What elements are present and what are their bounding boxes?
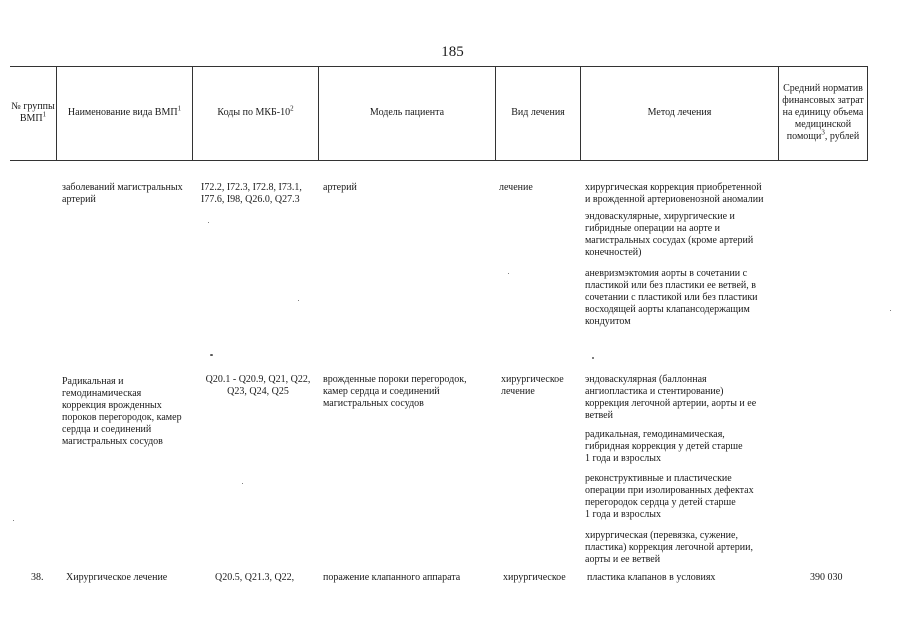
row3-vmp-name: Хирургическое лечение	[66, 572, 168, 583]
scan-speck	[242, 483, 243, 484]
header-cost-norm: Средний норматив финансовых затрат на единицу объема медицинской помощи$^3$, рублей	[782, 83, 864, 142]
scan-speck	[210, 354, 213, 356]
row3-treatment-type: хирургическое	[503, 572, 566, 583]
scan-speck	[298, 300, 299, 301]
row3-cost: 390 030	[810, 572, 843, 583]
row2-method-3: реконструктивные и пластические операции при изолированных дефектах перегородок сердца у детей старше 1 года и взрослых	[585, 473, 754, 520]
row1-vmp-name: заболеваний магистральных артерий	[62, 182, 183, 205]
row3-icd-codes: Q20.5, Q21.3, Q22,	[215, 572, 295, 583]
header-vmp-name: Наименование вида ВМП$^1$	[67, 104, 182, 118]
row1-treatment-type: лечение	[499, 182, 533, 193]
row2-method-2: радикальная, гемодинамическая, гибридная коррекция у детей старше 1 года и взрослых	[585, 429, 743, 464]
header-bottom-border	[10, 160, 868, 161]
column-divider	[867, 66, 868, 161]
header-treatment-method: Метод лечения	[647, 107, 712, 118]
row2-icd-codes: Q20.1 - Q20.9, Q21, Q22, Q23, Q24, Q25	[205, 374, 311, 397]
header-icd-codes: Коды по МКБ-$10^2$	[217, 104, 294, 118]
scan-speck	[208, 222, 209, 223]
column-divider	[778, 66, 779, 161]
row3-method: пластика клапанов в условиях	[587, 572, 716, 583]
row1-method-2: эндоваскулярные, хирургические и гибридные операции на аорте и магистральных сосудах (кроме артерий конечностей)	[585, 211, 754, 258]
scan-speck	[13, 520, 14, 521]
row2-treatment-type: хирургическое лечение	[501, 374, 564, 397]
row2-patient-model: врожденные пороки перегородок, камер сердца и соединений магистральных сосудов	[323, 374, 467, 409]
header-group-number: № группы ВМП$^1$	[11, 101, 55, 124]
page-number: 185	[441, 44, 464, 60]
row3-group-number: 38.	[31, 572, 44, 583]
row2-method-4: хирургическая (перевязка, сужение, пластика) коррекция легочной артерии, аорты и ее ветвей	[585, 530, 753, 565]
row3-patient-model: поражение клапанного аппарата	[323, 572, 461, 583]
scan-speck	[592, 357, 594, 359]
row1-method-3: аневризмэктомия аорты в сочетании с пластикой или без пластики ее ветвей, в сочетании с пластикой или без пластики восходящей аорты клапансодержащим кондуитом	[585, 268, 758, 327]
scan-speck	[508, 273, 509, 274]
header-treatment-type: Вид лечения	[511, 107, 565, 118]
row1-method-1: хирургическая коррекция приобретенной и врожденной артериовенозной аномалии	[585, 182, 764, 205]
scan-speck	[890, 310, 891, 311]
header-patient-model: Модель пациента	[369, 107, 445, 118]
row2-method-1: эндоваскулярная (баллонная ангиопластика и стентирование) коррекция легочной артерии, аорты и ее ветвей	[585, 374, 757, 421]
row2-vmp-name: Радикальная и гемодинамическая коррекция врожденных пороков перегородок, камер сердца и соединений магистральных сосудов	[62, 376, 182, 447]
row1-icd-codes: I72.2, I72.3, I72.8, I73.1, I77.6, I98, Q26.0, Q27.3	[201, 182, 302, 205]
row1-patient-model: артерий	[323, 182, 357, 193]
